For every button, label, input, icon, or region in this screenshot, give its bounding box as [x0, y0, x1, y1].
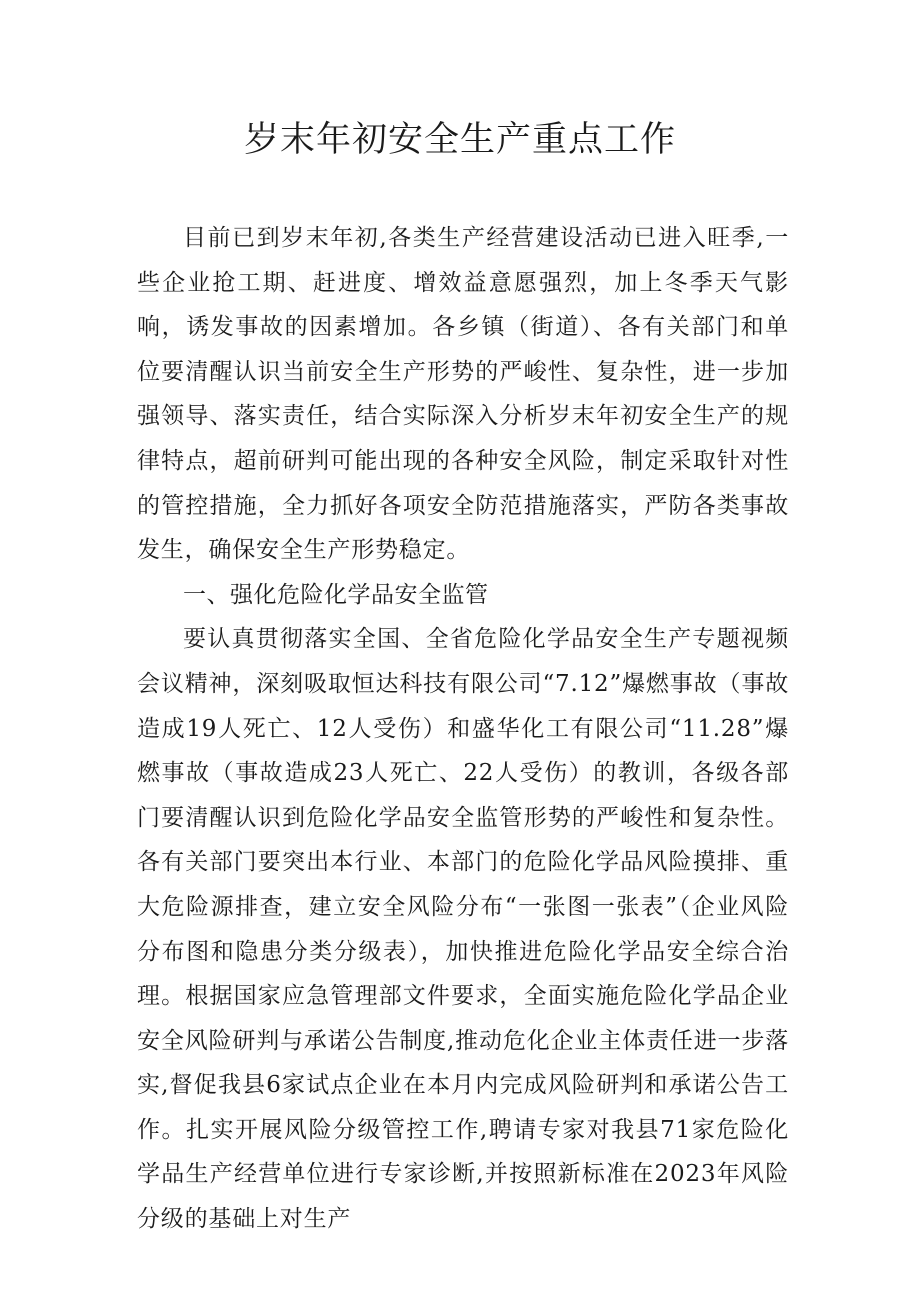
- section-heading: 一、强化危险化学品安全监管: [183, 581, 489, 608]
- section-paragraph: 要认真贯彻落实全国、全省危险化学品安全生产专题视频会议精神，深刻吸取恒达科技有限公司“7.12”爆燃事故（事故造成19人死亡、12人受伤）和盛华化工有限公司“11.28”爆燃事故（事故造成23人死亡、22人受伤）的教训，各级各部门要清醒认识到危险化学品安全监管形势的严峻性和复杂性。各有关部门要突出本行业、本部门的危险化学品风险摸排、重大危险源排查，建立安全风险分布“一张图一张表”（企业风险分布图和隐患分类分级表），加快推进危险化学品安全综合治理。根据国家应急管理部文件要求，全面实施危险化学品企业安全风险研判与承诺公告制度,推动危化企业主体责任进一步落实,督促我县6家试点企业在本月内完成风险研判和承诺公告工作。扎实开展风险分级管控工作,聘请专家对我县71家危险化学品生产经营单位进行专家诊断,并按照新标准在2023年风险分级的基础上对生产: [137, 626, 789, 1233]
- document-body: [137, 216, 789, 1242]
- document-title: 岁末年初安全生产重点工作: [243, 120, 676, 160]
- intro-paragraph: 目前已到岁末年初,各类生产经营建设活动已进入旺季,一些企业抢工期、赶进度、增效益意愿强烈，加上冬季天气影响，诱发事故的因素增加。各乡镇（街道）、各有关部门和单位要清醒认识当前安全生产形势的严峻性、复杂性，进一步加强领导、落实责任，结合实际深入分析岁末年初安全生产的规律特点，超前研判可能出现的各种安全风险，制定采取针对性的管控措施，全力抓好各项安全防范措施落实，严防各类事故发生，确保安全生产形势稳定。: [137, 225, 789, 564]
